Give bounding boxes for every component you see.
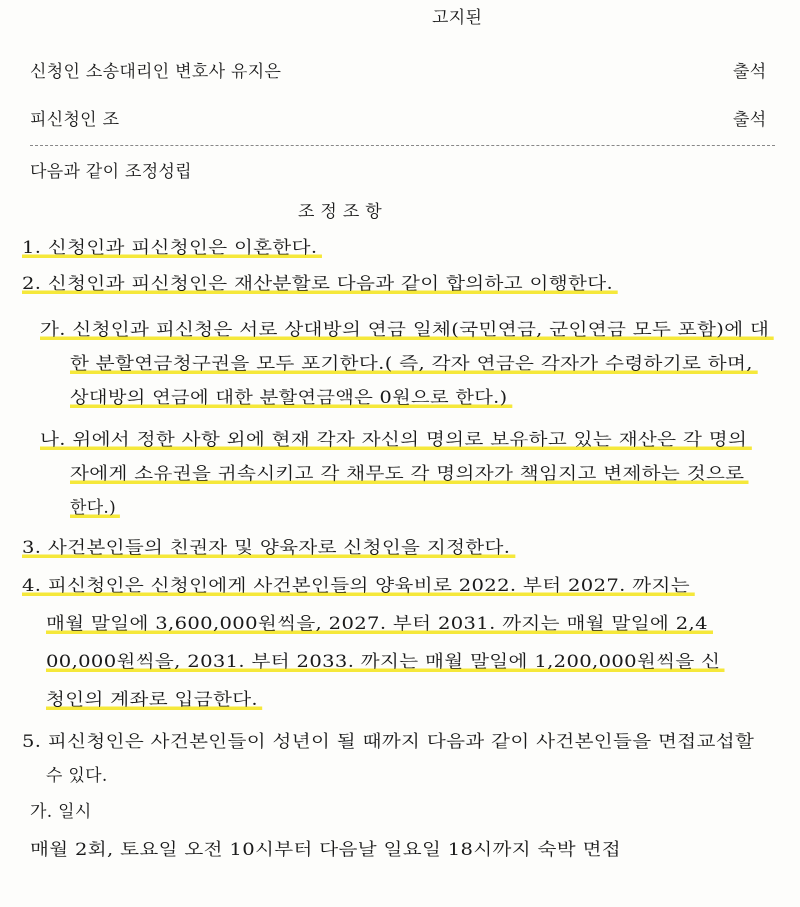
clause-5-line-1: 5. 피신청인은 사건본인들이 성년이 될 때까지 다음과 같이 사건본인들을 면접교섭할 [22, 732, 755, 752]
divider [30, 145, 775, 146]
clause-2a-line-3: 상대방의 연금에 대한 분할연금액은 0원으로 한다.) [70, 386, 461, 410]
clause-2b-line-2: 자에게 소유권을 귀속시키고 각 채무도 각 명의자가 책임지고 변제하는 것으로 [70, 462, 660, 486]
clause-2: 2. 신청인과 피신청인은 재산분할로 다음과 같이 합의하고 이행한다. [22, 272, 540, 296]
clause-3: 3. 사건본인들의 친권자 및 양육자로 신청인을 지정한다. [22, 536, 451, 560]
clause-2a-line-1: 가. 신청인과 피신청은 서로 상대방의 연금 일체(국민연금, 군인연금 모두 포함)에 대 [40, 318, 678, 342]
clause-5-line-2: 수 있다. [46, 766, 108, 786]
intro-line: 다음과 같이 조정성립 [30, 162, 192, 182]
applicant-line: 신청인 소송대리인 변호사 유지은 [30, 62, 282, 82]
clause-5a: 가. 일시 [30, 802, 92, 822]
clause-4-line-1: 4. 피신청인은 신청인에게 사건본인들의 양육비로 2022. 부터 2027. 까지는 [22, 574, 607, 598]
clause-4-line-3: 00,000원씩을, 2031. 부터 2033. 까지는 매월 말일에 1,200,000원씩을 신 [46, 650, 636, 674]
clause-2b-line-1: 나. 위에서 정한 사항 외에 현재 각자 자신의 명의로 보유하고 있는 재산은 각 명의 [40, 428, 659, 452]
clause-2b-line-3: 한다.) [70, 496, 120, 520]
top-title: 고지된 [432, 8, 483, 28]
applicant-status: 출석 [733, 62, 767, 82]
clause-4-line-4: 청인의 계좌로 입금한다. [46, 688, 234, 712]
respondent-status: 출석 [733, 110, 767, 130]
section-title: 조 정 조 항 [298, 202, 382, 222]
respondent-line: 피신청인 조 [30, 110, 120, 130]
clause-4-line-2: 매월 말일에 3,600,000원씩을, 2027. 부터 2031. 까지는 매월 말일에 2,4 [46, 612, 626, 636]
clause-1: 1. 신청인과 피신청인은 이혼한다. [22, 236, 283, 260]
clause-5a-detail: 매월 2회, 토요일 오전 10시부터 다음날 일요일 18시까지 숙박 면접 [30, 840, 622, 860]
clause-2a-line-2: 한 분할연금청구권을 모두 포기한다.( 즉, 각자 연금은 각자가 수령하기로 하며, [70, 352, 668, 376]
